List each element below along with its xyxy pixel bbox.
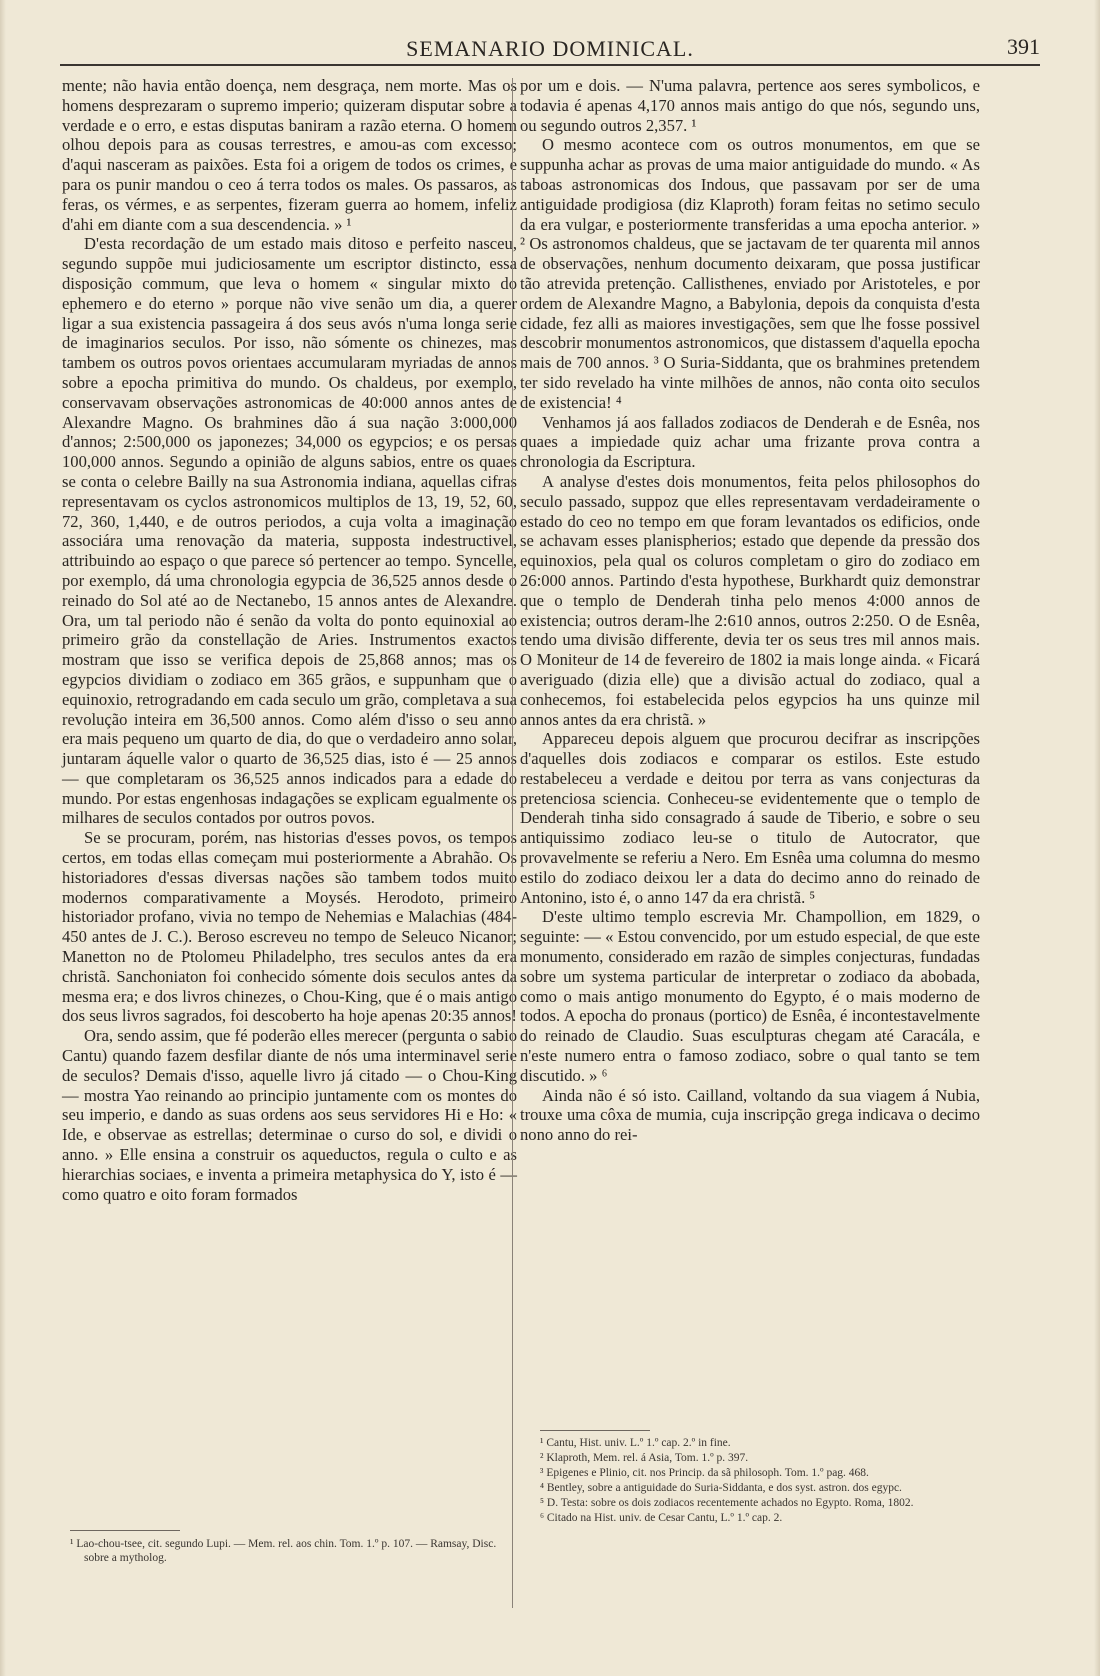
footnotes-left bbox=[70, 1537, 510, 1566]
paragraph: Ainda não é só isto. Cailland, voltando da sua viagem á Nubia, trouxe uma côxa de mumia, cuja inscripção grega indicava o decimo nono anno do rei- bbox=[520, 1085, 980, 1145]
journal-title: SEMANARIO DOMINICAL. bbox=[406, 36, 694, 61]
header-rule bbox=[60, 64, 1040, 66]
footnote-rule-right bbox=[540, 1430, 650, 1431]
paragraph: Se se procuram, porém, nas historias d'esses povos, os tempos certos, em todas ellas começam mui posteriormente a Abrahão. Os historiadores d'essas diversas nações são tambem todos muito modernos comparativamente a Moysés. Herodoto, primeiro historiador profano, vivia no tempo de Nehemias e Malachias (484-450 antes de J. C.). Beroso escreveu no tempo de Seleuco Nicanor; Manetton no de Ptolomeu Philadelpho, tres seculos antes da era christã. Sanchoniaton foi conhecido sómente dois seculos antes da mesma era; e dos livros chinezes, o Chou-King, que é o mais antigo dos seus livros sagrados, foi descoberto ha hoje apenas 20:35 annos! bbox=[62, 828, 517, 1026]
paragraph: Ora, sendo assim, que fé poderão elles merecer (pergunta o sabio Cantu) quando fazem desfilar diante de nós uma interminavel serie de seculos? Demais d'isso, aquelle livro já citado — o Chou-King — mostra Yao reinando ao principio juntamente com os montes do seu imperio, e dando as suas ordens aos seus servidores Hi e Ho: « Ide, e observae as estrellas; determinae o curso do sol, e dividi o anno. » Elle ensina a construir os aqueductos, regula o culto e as hierarchias sociaes, e inventa a primeira metaphysica do Y, isto é — como quatro e oito foram formados bbox=[62, 1026, 517, 1204]
page-edge-shadow-left bbox=[0, 0, 6, 1676]
footnote: ⁵ D. Testa: sobre os dois zodiacos recentemente achados no Egypto. Roma, 1802. bbox=[540, 1497, 914, 1509]
footnotes-right bbox=[540, 1436, 980, 1526]
paragraph: A analyse d'estes dois monumentos, feita pelos philosophos do seculo passado, suppoz que elles representavam verdadeiramente o estado do ceo no tempo em que foram levantados os edificios, onde se achavam esses planispherios; estado que depende da pressão dos equinoxios, pela qual os coluros completam o giro do zodiaco em 26:000 annos. Partindo d'esta hypothese, Burkhardt quiz demonstrar que o templo de Denderah tinha pelo menos 4:000 annos de existencia; outros deram-lhe 2:610 annos, outros 2:250. O de Esnêa, tendo uma divisão differente, devia ter os seus tres mil annos mais. O Moniteur de 14 de fevereiro de 1802 ia mais longe ainda. « Ficará averiguado (dizia elle) que a divisão actual do zodiaco, qual a conhecemos, foi estabelecida pelos egypcios ha uns quinze mil annos antes da era christã. » bbox=[520, 471, 980, 729]
page-edge-shadow-right bbox=[1094, 0, 1100, 1676]
paragraph: D'esta recordação de um estado mais ditoso e perfeito nasceu, segundo suppõe mui judiciosamente um escriptor distincto, essa disposição commum, que leva o homem « singular mixto do ephemero e do eterno » porque não vive senão um dia, a querer ligar a sua existencia passageira á dos seus avós n'uma longa serie de imaginarios seculos. Por isso, não sómente os chinezes, mas tambem os outros povos orientaes accumularam myriadas de annos sobre a epocha primitiva do mundo. Os chaldeus, por exemplo, conservavam observações astronomicas de 40:000 annos antes de Alexandre Magno. Os brahmines dão á sua nação 3:000,000 d'annos; 2:500,000 os japonezes; 34,000 os egypcios; e os persas 100,000 annos. Segundo a opinião de alguns sabios, entre os quaes se conta o celebre Bailly na sua Astronomia indiana, aquellas cifras representavam os cyclos astronomicos multiplos de 13, 19, 52, 60, 72, 360, 1,440, e de outros periodos, a cuja volta a imaginação associára uma renovação da materia, supposta indestructivel, attribuindo ao espaço o que parece só pertencer ao tempo. Syncelle, por exemplo, dá uma chronologia egypcia de 36,525 annos desde o reinado do Sol até ao de Nectanebo, 15 annos antes de Alexandre. Ora, um tal periodo não é senão da volta do ponto equinoxial ao primeiro grão da constellação de Aries. Instrumentos exactos mostram que isso se verifica depois de 25,868 annos; mas os egypcios dividiam o zodiaco em 365 grãos, e suppunham que o equinoxio, retrogradando em cada seculo um grão, completava a sua revolução inteira em 36,500 annos. Como além d'isso o seu anno era mais pequeno um quarto de dia, do que o verdadeiro anno solar, juntaram áquelle valor o quarto de 36,525 dias, isto é — 25 annos — que completaram os 36,525 annos indicados para a edade do mundo. Por estas engenhosas indagações se explicam egualmente os milhares de seculos contados por outros povos. bbox=[62, 234, 517, 828]
paragraph: D'este ultimo templo escrevia Mr. Champollion, em 1829, o seguinte: — « Estou convencido, por um estudo especial, de que este monumento, considerado em razão de simples conjecturas, fundadas sobre um systema particular de interpretar o zodiaco da abobada, como o mais antigo monumento do Egypto, é o mais moderno de todos. A epocha do pronaus (portico) de Esnêa, é incontestavelmente do reinado de Claudio. Suas esculpturas chegam até Caracála, e n'este numero entra o famoso zodiaco, sobre o qual tanto se tem discutido. » ⁶ bbox=[520, 907, 980, 1085]
footnote: ² Klaproth, Mem. rel. á Asia, Tom. 1.º p. 397. bbox=[540, 1452, 749, 1464]
page-number: 391 bbox=[1007, 34, 1040, 59]
right-column bbox=[520, 76, 980, 1145]
footnote-rule-left bbox=[70, 1530, 180, 1531]
paragraph: mente; não havia então doença, nem desgraça, nem morte. Mas os homens desprezaram o supremo imperio; quizeram disputar sobre a verdade e o erro, e estas disputas baniram a razão eterna. O homem olhou depois para as cousas terrestres, e amou-as com excesso; d'aqui nasceram as paixões. Esta foi a origem de todos os crimes, e para os punir mandou o ceo á terra todos os males. Os passaros, as feras, os vérmes, e as serpentes, fizeram guerra ao homem, infeliz d'ahi em diante com a sua descendencia. » ¹ bbox=[62, 76, 517, 234]
paragraph: Venhamos já aos fallados zodiacos de Denderah e de Esnêa, nos quaes a impiedade quiz achar uma frizante prova contra a chronologia da Escriptura. bbox=[520, 412, 980, 472]
paragraph: por um e dois. — N'uma palavra, pertence aos seres symbolicos, e todavia é apenas 4,170 annos mais antigo do que nós, segundo uns, ou segundo outros 2,357. ¹ bbox=[520, 76, 980, 135]
footnote: ³ Epigenes e Plinio, cit. nos Princip. da sã philosoph. Tom. 1.º pag. 468. bbox=[540, 1467, 869, 1479]
paragraph: Appareceu depois alguem que procurou decifrar as inscripções d'aquelles dois zodiacos e comparar os estilos. Este estudo restabeleceu a verdade e deitou por terra as vans conjecturas da pretenciosa sciencia. Conheceu-se evidentemente que o templo de Denderah tinha sido consagrado á saude de Tiberio, e sobre o seu antiquissimo zodiaco leu-se o titulo de Autocrator, que provavelmente se referiu a Nero. Em Esnêa uma columna do mesmo estilo do zodiaco deixou ler a data do decimo anno do reinado de Antonino, isto é, o anno 147 da era christã. ⁵ bbox=[520, 729, 980, 907]
paragraph: O mesmo acontece com os outros monumentos, em que se suppunha achar as provas de uma maior antiguidade do mundo. « As taboas astronomicas dos Indous, que passavam por ser de uma antiguidade prodigiosa (diz Klaproth) foram feitas no setimo seculo da era vulgar, e posteriormente transferidas a uma epocha anterior. » ² Os astronomos chaldeus, que se jactavam de ter quarenta mil annos de observações, nenhum documento deixaram, que possa justificar tão atrevida pretenção. Callisthenes, enviado por Aristoteles, e por ordem de Alexandre Magno, a Babylonia, depois da conquista d'esta cidade, fez alli as maiores investigações, sem que lhe fosse possivel descobrir monumentos astronomicos, que distassem d'aquella epocha mais de 700 annos. ³ O Suria-Siddanta, que os brahmines pretendem ter sido revelado ha vinte milhões de annos, não conta oito seculos de existencia! ⁴ bbox=[520, 135, 980, 412]
footnote: ¹ Lao-chou-tsee, cit. segundo Lupi. — Mem. rel. aos chin. Tom. 1.º p. 107. — Ramsay, Disc. sobre a mytholog. bbox=[70, 1538, 497, 1564]
footnote: ¹ Cantu, Hist. univ. L.º 1.º cap. 2.º in fine. bbox=[540, 1437, 731, 1449]
footnote: ⁶ Citado na Hist. univ. de Cesar Cantu, L.º 1.º cap. 2. bbox=[540, 1512, 783, 1524]
footnote: ⁴ Bentley, sobre a antiguidade do Suria-Siddanta, e dos syst. astron. dos egypc. bbox=[540, 1482, 902, 1494]
left-column bbox=[62, 76, 517, 1204]
column-divider bbox=[512, 78, 513, 1608]
